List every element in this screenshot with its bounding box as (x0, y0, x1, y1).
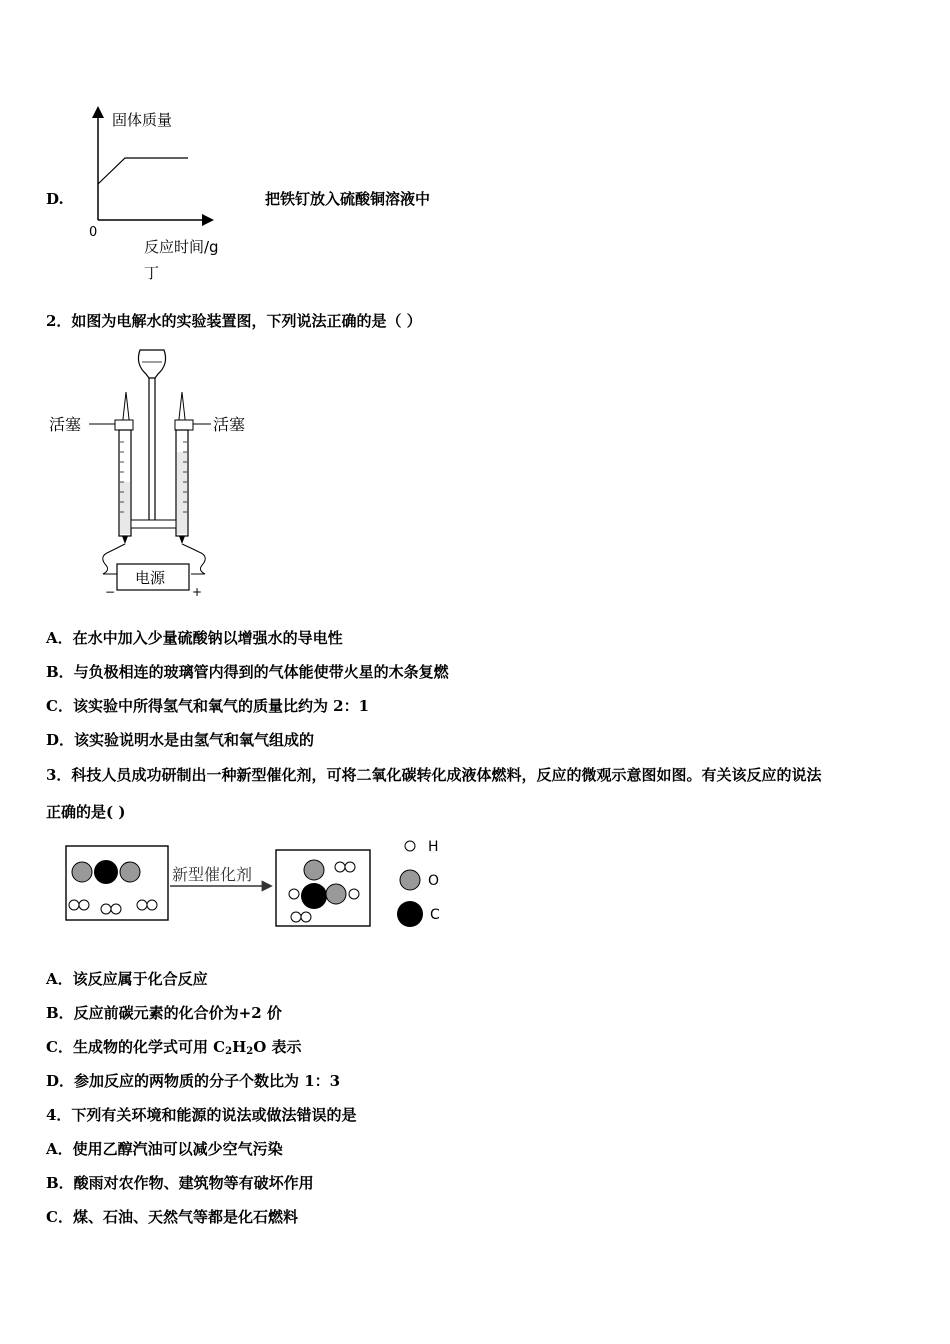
left-valve (115, 420, 133, 430)
mass-curve (98, 158, 188, 184)
legend-o-circle (400, 870, 420, 890)
legend-c-circle (397, 901, 423, 927)
x-axis-label: 反应时间/g (144, 238, 219, 256)
q4-option-b: B．酸雨对农作物、建筑物等有破坏作用 (46, 1174, 314, 1192)
right-valve-label: 活塞 (213, 415, 246, 434)
q2-option-a: A．在水中加入少量硫酸钠以增强水的导电性 (46, 629, 343, 647)
q4-stem: 4．下列有关环境和能源的说法或做法错误的是 (46, 1106, 357, 1124)
o-atom (72, 862, 92, 882)
o-atom (120, 862, 140, 882)
q1-d-description: 把铁钉放入硫酸铜溶液中 (265, 190, 431, 208)
q4-option-a: A．使用乙醇汽油可以减少空气污染 (46, 1140, 283, 1158)
formula: $C_2H_2O$ (213, 1038, 267, 1057)
q1-d-graph (80, 100, 250, 290)
c-atom (94, 860, 118, 884)
q3-option-c: C．生成物的化学式可用 $C_2H_2O$ 表示 (46, 1038, 302, 1057)
q4-option-c: C．煤、石油、天然气等都是化石燃料 (46, 1208, 298, 1226)
graph-sublabel: 丁 (144, 264, 160, 282)
funnel (138, 350, 165, 378)
right-valve (175, 420, 193, 430)
legend-c: C (430, 907, 440, 923)
q3-option-b: B．反应前碳元素的化合价为+2 价 (46, 1004, 282, 1022)
q2-option-c: C．该实验中所得氢气和氧气的质量比约为 2：1 (46, 697, 370, 715)
negative-sign: − (105, 585, 116, 599)
q3-option-d: D．参加反应的两物质的分子个数比为 1：3 (46, 1072, 341, 1090)
catalyst-label: 新型催化剂 (172, 865, 253, 884)
q2-stem: 2．如图为电解水的实验装置图，下列说法正确的是（ ） (46, 312, 422, 330)
q1-option-d-label: D. (46, 190, 64, 208)
origin-label: 0 (89, 225, 98, 240)
positive-sign: + (192, 585, 203, 599)
legend-h: H (428, 839, 439, 855)
power-label: 电源 (135, 569, 166, 587)
left-valve-label: 活塞 (49, 415, 82, 434)
q2-option-d: D．该实验说明水是由氢气和氧气组成的 (46, 731, 315, 749)
q2-option-b: B．与负极相连的玻璃管内得到的气体能使带火星的木条复燃 (46, 663, 449, 681)
q3-stem-line1: 3．科技人员成功研制出一种新型催化剂，可将二氧化碳转化成液体燃料，反应的微观示意图如图。有关该反应的说法 (46, 766, 822, 784)
reaction-microscopic-diagram (60, 834, 460, 934)
y-axis-label: 固体质量 (112, 111, 173, 129)
q3-stem-line2: 正确的是( ) (46, 803, 126, 821)
q3-option-a: A．该反应属于化合反应 (46, 970, 208, 988)
legend-o: O (428, 873, 440, 889)
electrolysis-apparatus (45, 342, 265, 604)
legend-h-circle (405, 841, 415, 851)
